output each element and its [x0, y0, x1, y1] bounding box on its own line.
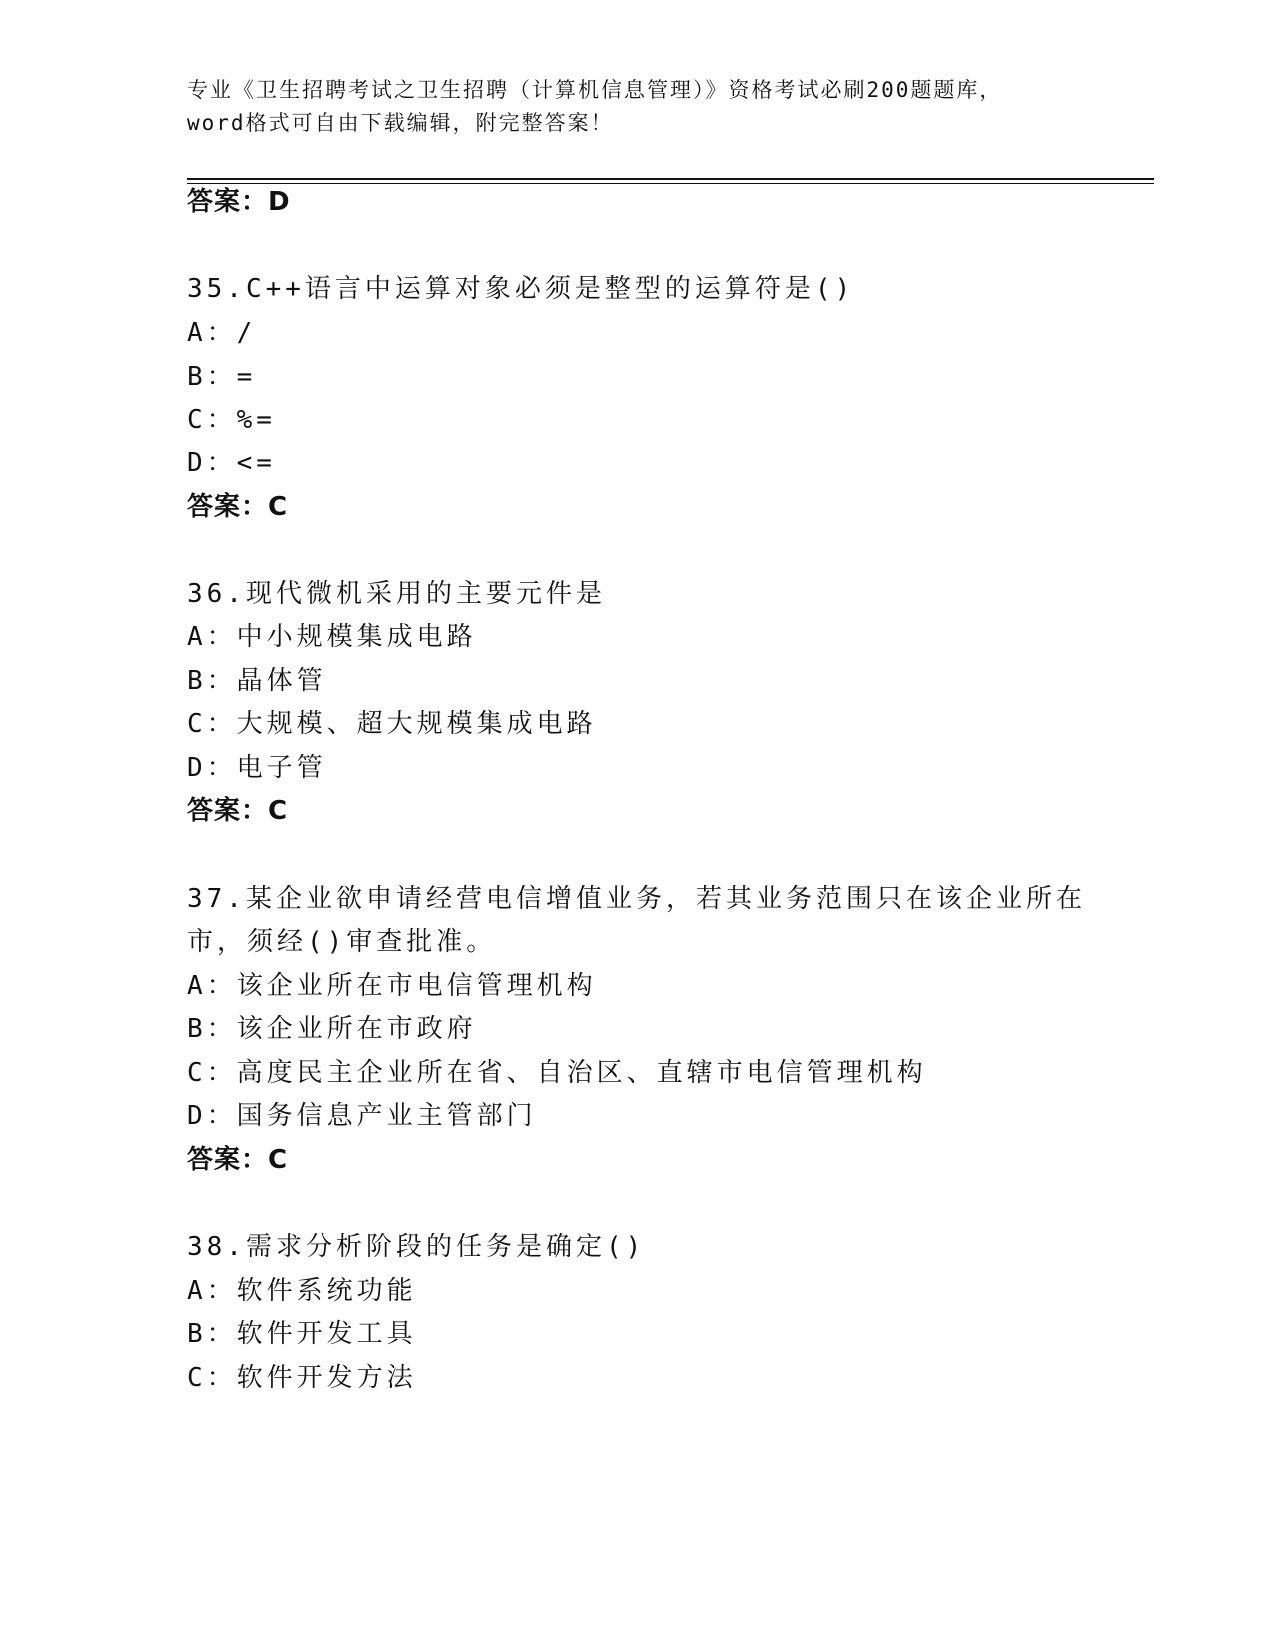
question-stem-continued: 市，须经()审查批准。 [187, 927, 497, 957]
option-a: A：该企业所在市电信管理机构 [187, 971, 597, 1001]
answer-line: 答案：C [187, 796, 289, 826]
option-d: D：电子管 [187, 753, 327, 783]
question-stem: 36.现代微机采用的主要元件是 [187, 579, 606, 609]
option-c: C：大规模、超大规模集成电路 [187, 709, 597, 739]
answer-line: 答案：D [187, 187, 291, 217]
question-stem: 38.需求分析阶段的任务是确定() [187, 1232, 646, 1262]
header-line-1: 专业《卫生招聘考试之卫生招聘（计算机信息管理）》资格考试必刷200题题库， [187, 78, 1003, 102]
header-divider-thin [187, 183, 1154, 184]
header-line-2: word格式可自由下载编辑，附完整答案！ [187, 111, 614, 135]
header-divider [187, 178, 1154, 180]
document-header [187, 74, 1087, 140]
option-b: B：该企业所在市政府 [187, 1014, 477, 1044]
question-stem: 35.C++语言中运算对象必须是整型的运算符是() [187, 274, 855, 304]
option-b: B：晶体管 [187, 666, 327, 696]
option-c: C：软件开发方法 [187, 1363, 417, 1393]
option-a: A：中小规模集成电路 [187, 622, 477, 652]
option-c: C：%= [187, 405, 276, 435]
option-d: D：<= [187, 448, 276, 478]
option-b: B：软件开发工具 [187, 1319, 417, 1349]
question-stem: 37.某企业欲申请经营电信增值业务，若其业务范围只在该企业所在 [187, 884, 1086, 914]
option-a: A：软件系统功能 [187, 1276, 417, 1306]
option-c: C：高度民主企业所在省、自治区、直辖市电信管理机构 [187, 1058, 927, 1088]
option-b: B：= [187, 362, 257, 392]
answer-line: 答案：C [187, 1145, 289, 1175]
answer-line: 答案：C [187, 492, 289, 522]
option-a: A：/ [187, 318, 257, 348]
option-d: D：国务信息产业主管部门 [187, 1101, 537, 1131]
